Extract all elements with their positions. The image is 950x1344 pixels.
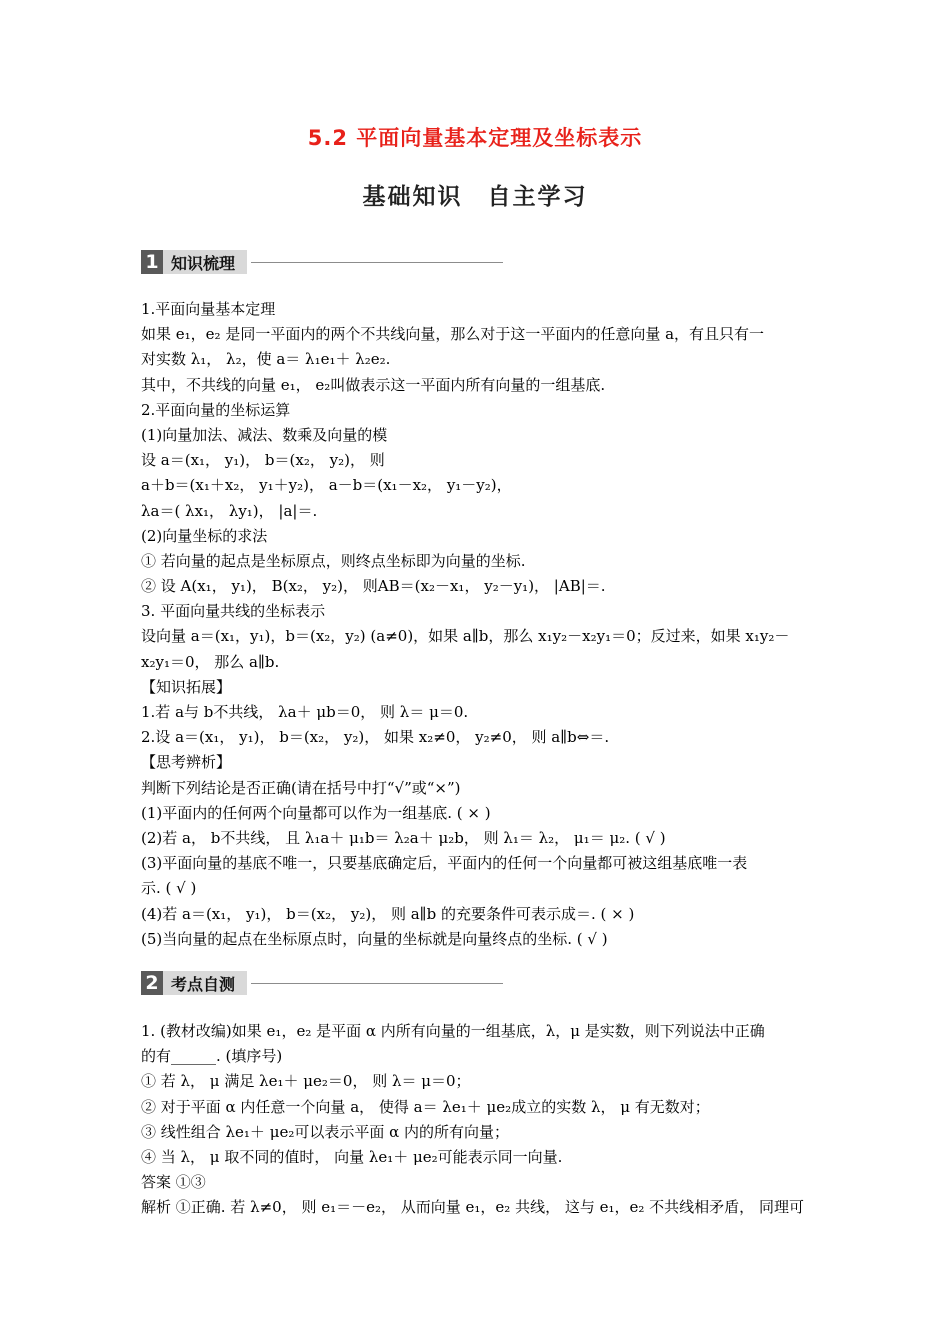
text-line: 3. 平面向量共线的坐标表示 bbox=[141, 602, 326, 621]
text-line: 如果 e₁，e₂ 是同一平面内的两个不共线向量，那么对于这一平面内的任意向量 a，有且只有一 bbox=[141, 325, 765, 344]
text-line: ① 若 λ， μ 满足 λe₁＋ μe₂＝0， 则 λ＝ μ＝0； bbox=[141, 1072, 471, 1091]
text-line: (1)向量加法、减法、数乘及向量的模 bbox=[141, 425, 388, 444]
section-heading-knowledge bbox=[141, 250, 503, 274]
text-line: a＋b＝(x₁＋x₂， y₁＋y₂)， a－b＝(x₁－x₂， y₁－y₂)， bbox=[141, 476, 512, 495]
text-line: 设 a＝(x₁， y₁)， b＝(x₂， y₂)， 则 bbox=[141, 451, 385, 470]
text-line: 判断下列结论是否正确(请在括号中打“√”或“×”) bbox=[141, 778, 461, 797]
text-line: ④ 当 λ， μ 取不同的值时， 向量 λe₁＋ μe₂可能表示同一向量. bbox=[141, 1147, 563, 1166]
text-line: (5)当向量的起点在坐标原点时，向量的坐标就是向量终点的坐标. ( √ ) bbox=[141, 929, 608, 948]
text-line: (3)平面向量的基底不唯一，只要基底确定后，平面内的任何一个向量都可被这组基底唯一表 bbox=[141, 854, 748, 873]
text-line: ③ 线性组合 λe₁＋ μe₂可以表示平面 α 内的所有向量； bbox=[141, 1122, 510, 1141]
text-line: x₂y₁＝0， 那么 a∥b. bbox=[141, 652, 280, 671]
text-line: 示. ( √ ) bbox=[141, 879, 197, 898]
self-test-section-body bbox=[141, 1019, 817, 1221]
text-line: 2.设 a＝(x₁， y₁)， b＝(x₂， y₂)， 如果 x₂≠0， y₂≠0， 则 a∥b⇔＝. bbox=[141, 728, 610, 747]
section-number-badge: 1 bbox=[141, 250, 163, 274]
text-line: 1.平面向量基本定理 bbox=[141, 300, 276, 318]
knowledge-section-body bbox=[141, 297, 817, 952]
section-rule bbox=[251, 983, 503, 984]
text-line: 1. (教材改编)如果 e₁，e₂ 是平面 α 内所有向量的一组基底，λ，μ 是实数，则下列说法中正确 bbox=[141, 1022, 765, 1040]
text-line: ② 设 A(x₁， y₁)， B(x₂， y₂)， 则AB＝(x₂－x₁， y₂－y₁)， |AB|＝. bbox=[141, 577, 606, 596]
text-line: ② 对于平面 α 内任意一个向量 a， 使得 a＝ λe₁＋ μe₂成立的实数 λ， μ 有无数对； bbox=[141, 1097, 710, 1116]
text-line: 1.若 a与 b不共线， λa＋ μb＝0， 则 λ＝ μ＝0. bbox=[141, 703, 469, 721]
section-rule bbox=[251, 262, 503, 263]
text-line: 答案 ①③ bbox=[141, 1173, 206, 1192]
text-line: ① 若向量的起点是坐标原点，则终点坐标即为向量的坐标. bbox=[141, 551, 526, 570]
page-subtitle: 基础知识 自主学习 bbox=[362, 184, 588, 210]
section-number-badge: 2 bbox=[141, 971, 163, 995]
text-line: (2)若 a， b不共线， 且 λ₁a＋ μ₁b＝ λ₂a＋ μ₂b， 则 λ₁＝ λ₂， μ₁＝ μ₂. ( √ ) bbox=[141, 828, 666, 847]
text-line: (2)向量坐标的求法 bbox=[141, 526, 268, 545]
text-line: 的有______. (填序号) bbox=[141, 1047, 283, 1066]
text-line: (4)若 a＝(x₁， y₁)， b＝(x₂， y₂)， 则 a∥b 的充要条件可表示成＝. ( × ) bbox=[141, 904, 635, 923]
text-line: 2.平面向量的坐标运算 bbox=[141, 400, 291, 419]
section-title: 考点自测 bbox=[163, 971, 247, 995]
text-line: 对实数 λ₁， λ₂，使 a＝ λ₁e₁＋ λ₂e₂. bbox=[141, 350, 391, 369]
text-line: 【思考辨析】 bbox=[141, 753, 232, 772]
page-title: 5.2 平面向量基本定理及坐标表示 bbox=[307, 126, 643, 150]
text-line: 其中，不共线的向量 e₁， e₂叫做表示这一平面内所有向量的一组基底. bbox=[141, 375, 606, 394]
text-line: 设向量 a＝(x₁，y₁)，b＝(x₂，y₂) (a≠0)，如果 a∥b，那么 x₁y₂－x₂y₁＝0；反过来，如果 x₁y₂－ bbox=[141, 627, 790, 646]
text-line: 【知识拓展】 bbox=[141, 677, 232, 696]
text-line: 解析 ①正确. 若 λ≠0， 则 e₁＝－e₂， 从而向量 e₁，e₂ 共线， 这与 e₁，e₂ 不共线相矛盾， 同理可 bbox=[141, 1198, 804, 1217]
text-line: (1)平面内的任何两个向量都可以作为一组基底. ( × ) bbox=[141, 803, 491, 822]
section-heading-self-test bbox=[141, 971, 503, 995]
text-line: λa＝( λx₁， λy₁)， |a|＝. bbox=[141, 501, 318, 520]
section-title: 知识梳理 bbox=[163, 250, 247, 274]
